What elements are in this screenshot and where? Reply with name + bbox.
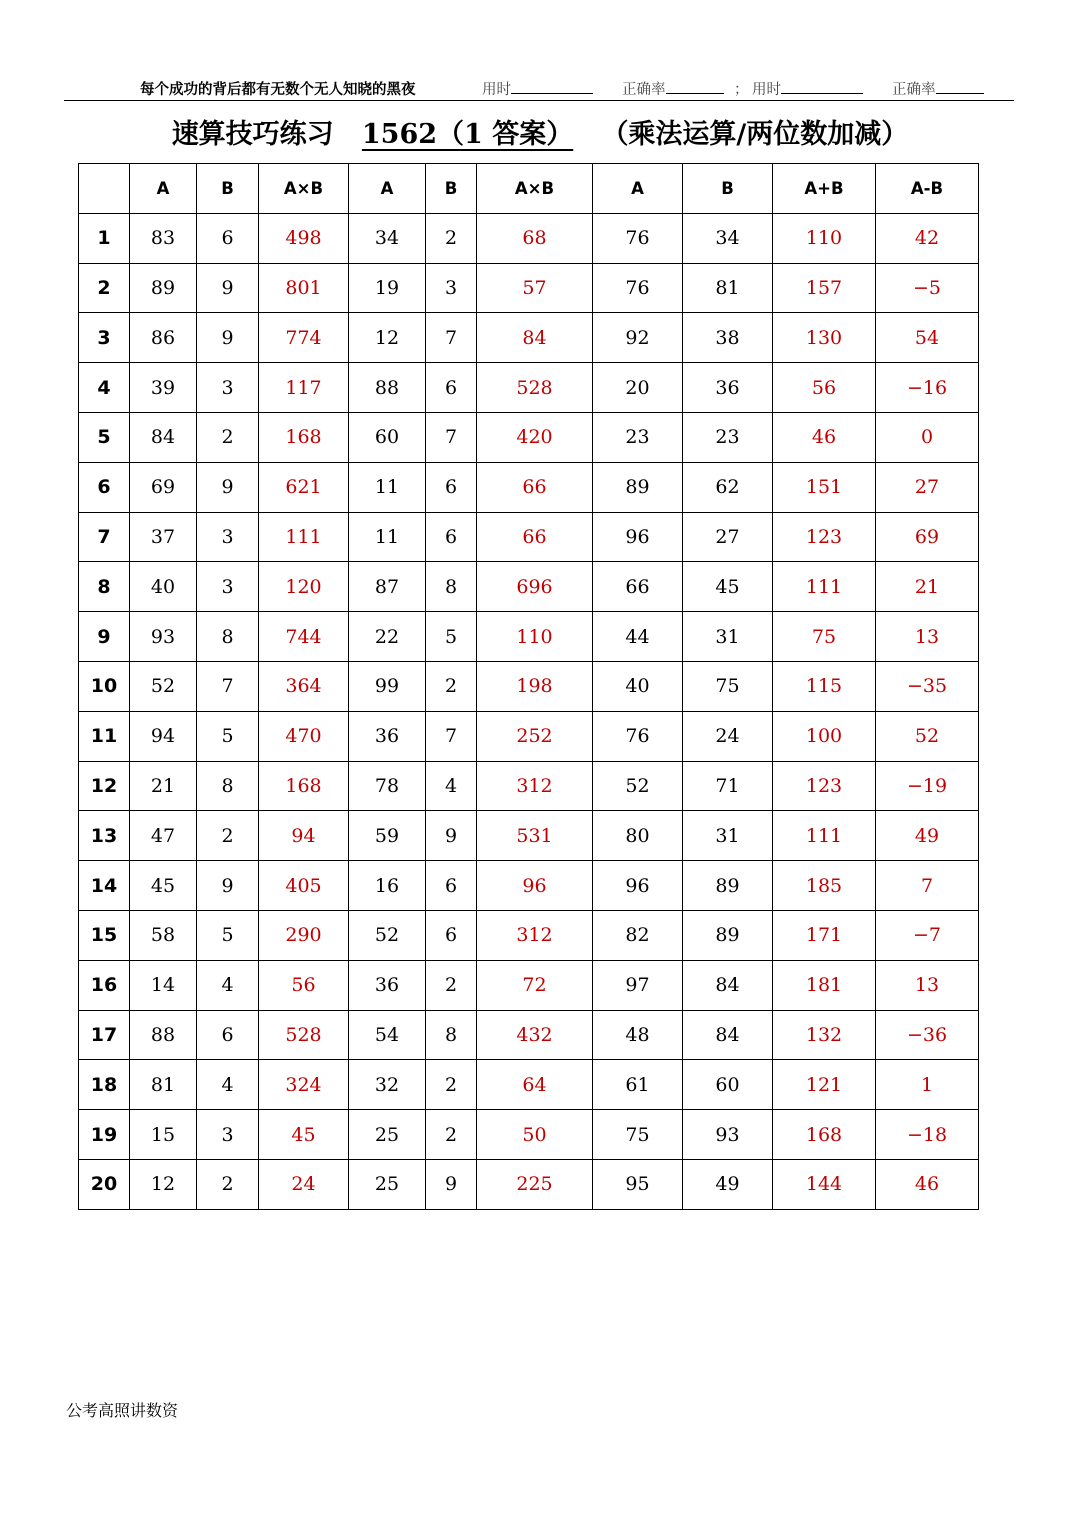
table-body: [79, 213, 979, 1209]
operand-cell: 97: [593, 960, 683, 1010]
operand-cell: 8: [197, 761, 259, 811]
table-row: [79, 960, 979, 1010]
answer-cell: 432: [477, 1010, 593, 1060]
answer-cell: 94: [259, 811, 349, 861]
answer-cell: 1: [876, 1060, 979, 1110]
operand-cell: 5: [197, 711, 259, 761]
operand-cell: 32: [349, 1060, 426, 1110]
answer-cell: 168: [259, 761, 349, 811]
answer-cell: 110: [773, 213, 876, 263]
answer-cell: −5: [876, 263, 979, 313]
operand-cell: 6: [426, 861, 477, 911]
operand-cell: 52: [593, 761, 683, 811]
answer-cell: 123: [773, 512, 876, 562]
answer-cell: 144: [773, 1159, 876, 1209]
operand-cell: 9: [197, 263, 259, 313]
operand-cell: 23: [593, 412, 683, 462]
answer-cell: 42: [876, 213, 979, 263]
column-header: B: [683, 164, 773, 214]
answer-cell: 45: [259, 1110, 349, 1160]
operand-cell: 47: [130, 811, 197, 861]
operand-cell: 84: [683, 960, 773, 1010]
operand-cell: 4: [426, 761, 477, 811]
operand-cell: 36: [683, 363, 773, 413]
operand-cell: 2: [426, 661, 477, 711]
operand-cell: 69: [130, 462, 197, 512]
answer-cell: 68: [477, 213, 593, 263]
operand-cell: 25: [349, 1159, 426, 1209]
answer-cell: 225: [477, 1159, 593, 1209]
answer-cell: 290: [259, 910, 349, 960]
operand-cell: 3: [197, 363, 259, 413]
operand-cell: 58: [130, 910, 197, 960]
operand-cell: 88: [130, 1010, 197, 1060]
answer-cell: 50: [477, 1110, 593, 1160]
answer-cell: 56: [773, 363, 876, 413]
operand-cell: 49: [683, 1159, 773, 1209]
operand-cell: 38: [683, 313, 773, 363]
column-header: [79, 164, 130, 214]
answer-cell: 744: [259, 612, 349, 662]
practice-table: [78, 163, 979, 1210]
operand-cell: 7: [426, 412, 477, 462]
answer-cell: 312: [477, 761, 593, 811]
answer-cell: 130: [773, 313, 876, 363]
answer-cell: 56: [259, 960, 349, 1010]
operand-cell: 2: [426, 1060, 477, 1110]
operand-cell: 82: [593, 910, 683, 960]
answer-cell: 69: [876, 512, 979, 562]
operand-cell: 22: [349, 612, 426, 662]
operand-cell: 34: [349, 213, 426, 263]
operand-cell: 24: [683, 711, 773, 761]
operand-cell: 81: [683, 263, 773, 313]
operand-cell: 83: [130, 213, 197, 263]
operand-cell: 6: [426, 462, 477, 512]
answer-cell: 168: [259, 412, 349, 462]
table-row: [79, 612, 979, 662]
answer-cell: 72: [477, 960, 593, 1010]
table-row: [79, 313, 979, 363]
operand-cell: 48: [593, 1010, 683, 1060]
row-number: 14: [79, 861, 130, 911]
answer-cell: 7: [876, 861, 979, 911]
operand-cell: 84: [683, 1010, 773, 1060]
answer-cell: 49: [876, 811, 979, 861]
answer-cell: 75: [773, 612, 876, 662]
title-number: 1562（1 答案）: [361, 119, 574, 150]
operand-cell: 9: [197, 861, 259, 911]
answer-cell: 801: [259, 263, 349, 313]
operand-cell: 76: [593, 711, 683, 761]
operand-cell: 2: [426, 213, 477, 263]
answer-cell: 115: [773, 661, 876, 711]
operand-cell: 76: [593, 213, 683, 263]
row-number: 16: [79, 960, 130, 1010]
row-number: 19: [79, 1110, 130, 1160]
row-number: 5: [79, 412, 130, 462]
row-number: 10: [79, 661, 130, 711]
operand-cell: 87: [349, 562, 426, 612]
row-number: 15: [79, 910, 130, 960]
footer-text: 公考高照讲数资: [66, 1401, 179, 1420]
operand-cell: 2: [197, 412, 259, 462]
page-title: [0, 112, 1080, 151]
operand-cell: 62: [683, 462, 773, 512]
operand-cell: 93: [683, 1110, 773, 1160]
answer-cell: 528: [477, 363, 593, 413]
answer-cell: 0: [876, 412, 979, 462]
operand-cell: 60: [349, 412, 426, 462]
column-header: A: [349, 164, 426, 214]
row-number: 9: [79, 612, 130, 662]
row-number: 13: [79, 811, 130, 861]
operand-cell: 80: [593, 811, 683, 861]
operand-cell: 6: [197, 213, 259, 263]
operand-cell: 60: [683, 1060, 773, 1110]
operand-cell: 45: [130, 861, 197, 911]
answer-cell: 46: [773, 412, 876, 462]
answer-cell: 66: [477, 512, 593, 562]
answer-cell: −35: [876, 661, 979, 711]
operand-cell: 20: [593, 363, 683, 413]
row-number: 20: [79, 1159, 130, 1209]
operand-cell: 45: [683, 562, 773, 612]
operand-cell: 92: [593, 313, 683, 363]
answer-cell: −16: [876, 363, 979, 413]
operand-cell: 19: [349, 263, 426, 313]
row-number: 11: [79, 711, 130, 761]
answer-cell: 96: [477, 861, 593, 911]
table-row: [79, 761, 979, 811]
answer-cell: 198: [477, 661, 593, 711]
answer-cell: 52: [876, 711, 979, 761]
answer-cell: 27: [876, 462, 979, 512]
operand-cell: 86: [130, 313, 197, 363]
operand-cell: 59: [349, 811, 426, 861]
operand-cell: 40: [593, 661, 683, 711]
operand-cell: 89: [683, 861, 773, 911]
column-header: A×B: [477, 164, 593, 214]
row-number: 2: [79, 263, 130, 313]
operand-cell: 23: [683, 412, 773, 462]
answer-cell: 185: [773, 861, 876, 911]
operand-cell: 31: [683, 811, 773, 861]
column-header: B: [426, 164, 477, 214]
operand-cell: 4: [197, 960, 259, 1010]
header-row: [79, 164, 979, 214]
table-row: [79, 711, 979, 761]
answer-cell: 121: [773, 1060, 876, 1110]
page-header: [64, 76, 1014, 101]
operand-cell: 6: [197, 1010, 259, 1060]
answer-cell: 252: [477, 711, 593, 761]
answer-cell: 528: [259, 1010, 349, 1060]
answer-cell: 21: [876, 562, 979, 612]
answer-cell: −19: [876, 761, 979, 811]
operand-cell: 5: [426, 612, 477, 662]
operand-cell: 89: [593, 462, 683, 512]
operand-cell: 2: [426, 960, 477, 1010]
operand-cell: 6: [426, 363, 477, 413]
operand-cell: 89: [130, 263, 197, 313]
operand-cell: 84: [130, 412, 197, 462]
operand-cell: 94: [130, 711, 197, 761]
operand-cell: 93: [130, 612, 197, 662]
table-row: [79, 910, 979, 960]
operand-cell: 8: [426, 562, 477, 612]
answer-cell: 621: [259, 462, 349, 512]
answer-cell: 531: [477, 811, 593, 861]
table-row: [79, 412, 979, 462]
answer-cell: 120: [259, 562, 349, 612]
operand-cell: 40: [130, 562, 197, 612]
operand-cell: 7: [197, 661, 259, 711]
answer-cell: 100: [773, 711, 876, 761]
answer-cell: 696: [477, 562, 593, 612]
title-subtitle: （乘法运算/两位数加减）: [601, 119, 909, 150]
operand-cell: 54: [349, 1010, 426, 1060]
answer-cell: 181: [773, 960, 876, 1010]
row-number: 18: [79, 1060, 130, 1110]
operand-cell: 52: [130, 661, 197, 711]
answer-cell: 54: [876, 313, 979, 363]
operand-cell: 8: [426, 1010, 477, 1060]
operand-cell: 88: [349, 363, 426, 413]
table-row: [79, 512, 979, 562]
operand-cell: 66: [593, 562, 683, 612]
row-number: 12: [79, 761, 130, 811]
table-row: [79, 1010, 979, 1060]
operand-cell: 14: [130, 960, 197, 1010]
operand-cell: 36: [349, 711, 426, 761]
answer-cell: 24: [259, 1159, 349, 1209]
title-main: 速算技巧练习: [171, 119, 334, 150]
operand-cell: 81: [130, 1060, 197, 1110]
operand-cell: 6: [426, 512, 477, 562]
table-row: [79, 363, 979, 413]
operand-cell: 3: [197, 512, 259, 562]
operand-cell: 2: [197, 1159, 259, 1209]
motto-text: 每个成功的背后都有无数个无人知晓的黑夜: [140, 82, 416, 98]
accuracy-label-2: 正确率: [892, 78, 984, 99]
answer-cell: 420: [477, 412, 593, 462]
table-row: [79, 861, 979, 911]
operand-cell: 11: [349, 462, 426, 512]
operand-cell: 78: [349, 761, 426, 811]
operand-cell: 31: [683, 612, 773, 662]
operand-cell: 34: [683, 213, 773, 263]
operand-cell: 12: [349, 313, 426, 363]
operand-cell: 12: [130, 1159, 197, 1209]
table-row: [79, 213, 979, 263]
operand-cell: 39: [130, 363, 197, 413]
operand-cell: 11: [349, 512, 426, 562]
table-row: [79, 562, 979, 612]
answer-cell: 123: [773, 761, 876, 811]
answer-cell: 110: [477, 612, 593, 662]
row-number: 1: [79, 213, 130, 263]
row-number: 3: [79, 313, 130, 363]
row-number: 7: [79, 512, 130, 562]
operand-cell: 36: [349, 960, 426, 1010]
answer-cell: 13: [876, 960, 979, 1010]
operand-cell: 9: [197, 313, 259, 363]
answer-cell: 111: [773, 562, 876, 612]
answer-cell: 312: [477, 910, 593, 960]
answer-cell: 157: [773, 263, 876, 313]
time-label-1: 用时: [482, 78, 593, 99]
answer-cell: 132: [773, 1010, 876, 1060]
answer-cell: 171: [773, 910, 876, 960]
operand-cell: 37: [130, 512, 197, 562]
operand-cell: 3: [197, 562, 259, 612]
operand-cell: 89: [683, 910, 773, 960]
table-row: [79, 462, 979, 512]
table-row: [79, 1110, 979, 1160]
table-row: [79, 1159, 979, 1209]
operand-cell: 4: [197, 1060, 259, 1110]
operand-cell: 25: [349, 1110, 426, 1160]
operand-cell: 7: [426, 711, 477, 761]
operand-cell: 71: [683, 761, 773, 811]
separator: ；: [734, 82, 749, 98]
column-header: A: [130, 164, 197, 214]
operand-cell: 8: [197, 612, 259, 662]
answer-cell: 117: [259, 363, 349, 413]
column-header: B: [197, 164, 259, 214]
table-row: [79, 811, 979, 861]
operand-cell: 6: [426, 910, 477, 960]
answer-cell: 151: [773, 462, 876, 512]
operand-cell: 2: [197, 811, 259, 861]
operand-cell: 27: [683, 512, 773, 562]
operand-cell: 44: [593, 612, 683, 662]
operand-cell: 75: [593, 1110, 683, 1160]
answer-cell: 324: [259, 1060, 349, 1110]
answer-cell: 84: [477, 313, 593, 363]
operand-cell: 3: [426, 263, 477, 313]
answer-cell: −7: [876, 910, 979, 960]
operand-cell: 99: [349, 661, 426, 711]
operand-cell: 21: [130, 761, 197, 811]
operand-cell: 9: [197, 462, 259, 512]
answer-cell: 111: [259, 512, 349, 562]
column-header: A×B: [259, 164, 349, 214]
operand-cell: 2: [426, 1110, 477, 1160]
operand-cell: 75: [683, 661, 773, 711]
operand-cell: 7: [426, 313, 477, 363]
operand-cell: 52: [349, 910, 426, 960]
operand-cell: 15: [130, 1110, 197, 1160]
operand-cell: 96: [593, 861, 683, 911]
row-number: 4: [79, 363, 130, 413]
accuracy-label-1: 正确率: [622, 78, 724, 99]
row-number: 17: [79, 1010, 130, 1060]
answer-cell: −18: [876, 1110, 979, 1160]
operand-cell: 9: [426, 811, 477, 861]
operand-cell: 5: [197, 910, 259, 960]
table-row: [79, 1060, 979, 1110]
answer-cell: 774: [259, 313, 349, 363]
answer-cell: −36: [876, 1010, 979, 1060]
operand-cell: 96: [593, 512, 683, 562]
answer-cell: 111: [773, 811, 876, 861]
operand-cell: 76: [593, 263, 683, 313]
operand-cell: 61: [593, 1060, 683, 1110]
answer-cell: 168: [773, 1110, 876, 1160]
answer-cell: 470: [259, 711, 349, 761]
table-row: [79, 263, 979, 313]
answer-cell: 364: [259, 661, 349, 711]
column-header: A-B: [876, 164, 979, 214]
answer-cell: 405: [259, 861, 349, 911]
answer-cell: 66: [477, 462, 593, 512]
column-header: A: [593, 164, 683, 214]
row-number: 8: [79, 562, 130, 612]
row-number: 6: [79, 462, 130, 512]
answer-cell: 46: [876, 1159, 979, 1209]
answer-cell: 498: [259, 213, 349, 263]
answer-cell: 57: [477, 263, 593, 313]
answer-cell: 64: [477, 1060, 593, 1110]
time-label-2: 用时: [752, 78, 863, 99]
column-header: A+B: [773, 164, 876, 214]
operand-cell: 3: [197, 1110, 259, 1160]
operand-cell: 95: [593, 1159, 683, 1209]
answer-cell: 13: [876, 612, 979, 662]
operand-cell: 16: [349, 861, 426, 911]
operand-cell: 9: [426, 1159, 477, 1209]
table-row: [79, 661, 979, 711]
